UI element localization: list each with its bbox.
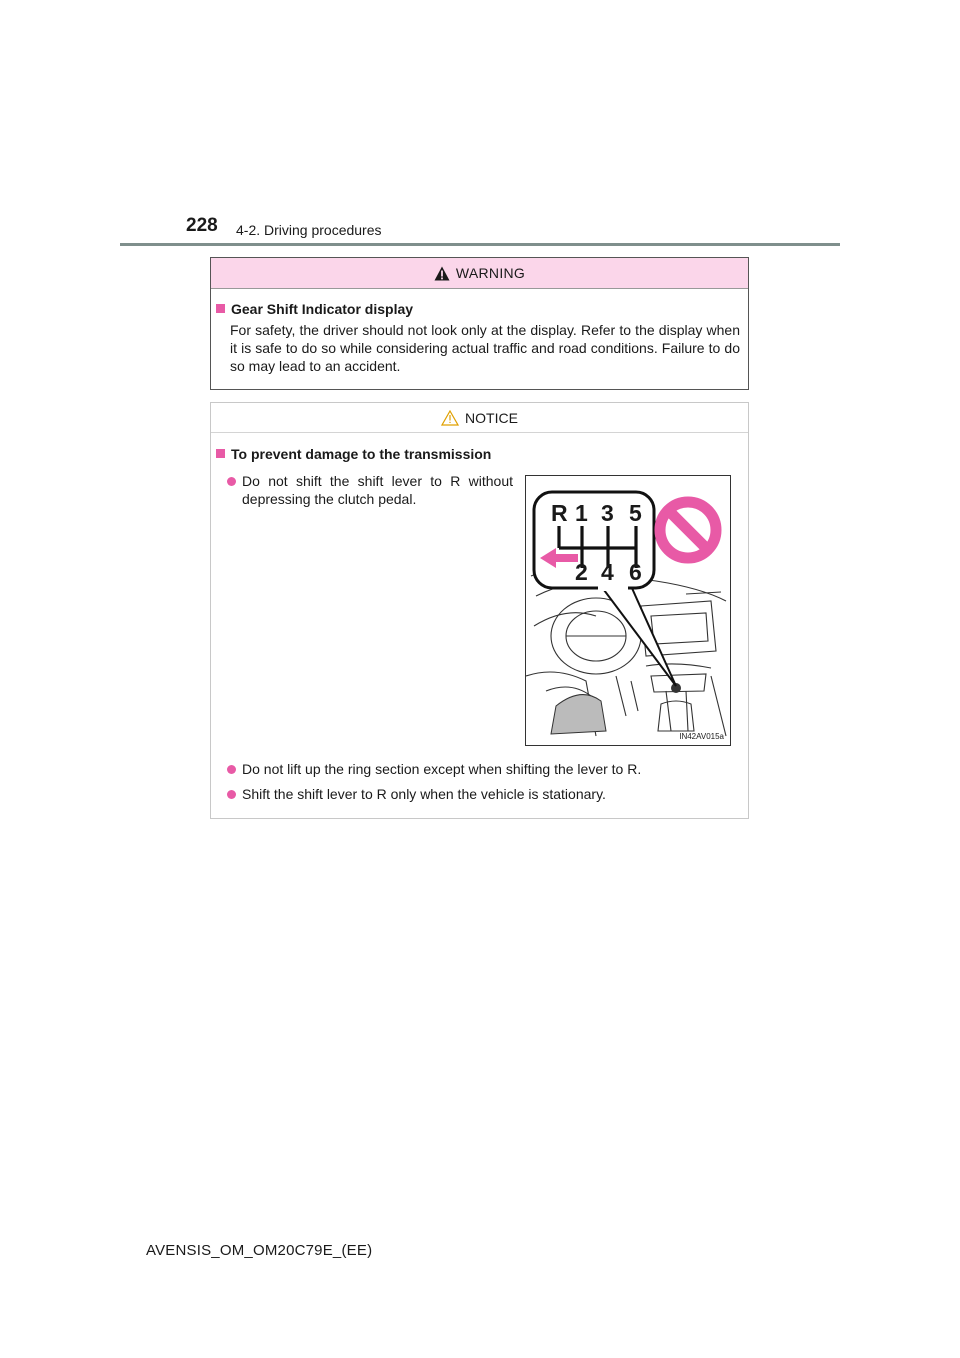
bullet-dot-icon: [227, 790, 236, 799]
warning-triangle-icon: [434, 266, 450, 281]
warning-header: [211, 258, 748, 289]
notice-heading: To prevent damage to the transmission: [216, 446, 491, 462]
notice-bullet-3: Shift the shift lever to R only when the vehicle is stationary.: [242, 786, 606, 802]
page-number: 228: [186, 215, 218, 236]
gear-label-1: 1: [575, 500, 588, 526]
caution-triangle-icon: [441, 410, 459, 426]
gear-label-4: 4: [601, 559, 614, 585]
warning-text: For safety, the driver should not look only at the display. Refer to the display when it is safe to do so while considering actual traffic and road conditions. Failure to do so may lead to an accident.: [230, 322, 740, 374]
section-title: 4-2. Driving procedures: [236, 222, 382, 238]
shift-lever-illustration: [525, 475, 731, 746]
notice-bullet-1: Do not shift the shift lever to R without depressing the clutch pedal.: [242, 473, 513, 507]
square-bullet-icon: [216, 304, 225, 313]
notice-header: [211, 403, 748, 433]
gear-label-r: R: [551, 500, 568, 526]
document-id: AVENSIS_OM_OM20C79E_(EE): [146, 1242, 373, 1259]
gear-label-2: 2: [575, 559, 588, 585]
warning-heading: Gear Shift Indicator display: [216, 301, 413, 317]
square-bullet-icon: [216, 449, 225, 458]
warning-label: WARNING: [455, 265, 526, 281]
bullet-dot-icon: [227, 765, 236, 774]
notice-label: NOTICE: [465, 409, 518, 426]
illustration-code: IN42AV015a: [679, 732, 724, 741]
bullet-dot-icon: [227, 477, 236, 486]
gear-label-3: 3: [601, 500, 614, 526]
gear-label-6: 6: [629, 559, 642, 585]
gear-label-5: 5: [629, 500, 642, 526]
notice-bullet-2: Do not lift up the ring section except when shifting the lever to R.: [242, 761, 642, 777]
header-rule: [120, 243, 840, 246]
